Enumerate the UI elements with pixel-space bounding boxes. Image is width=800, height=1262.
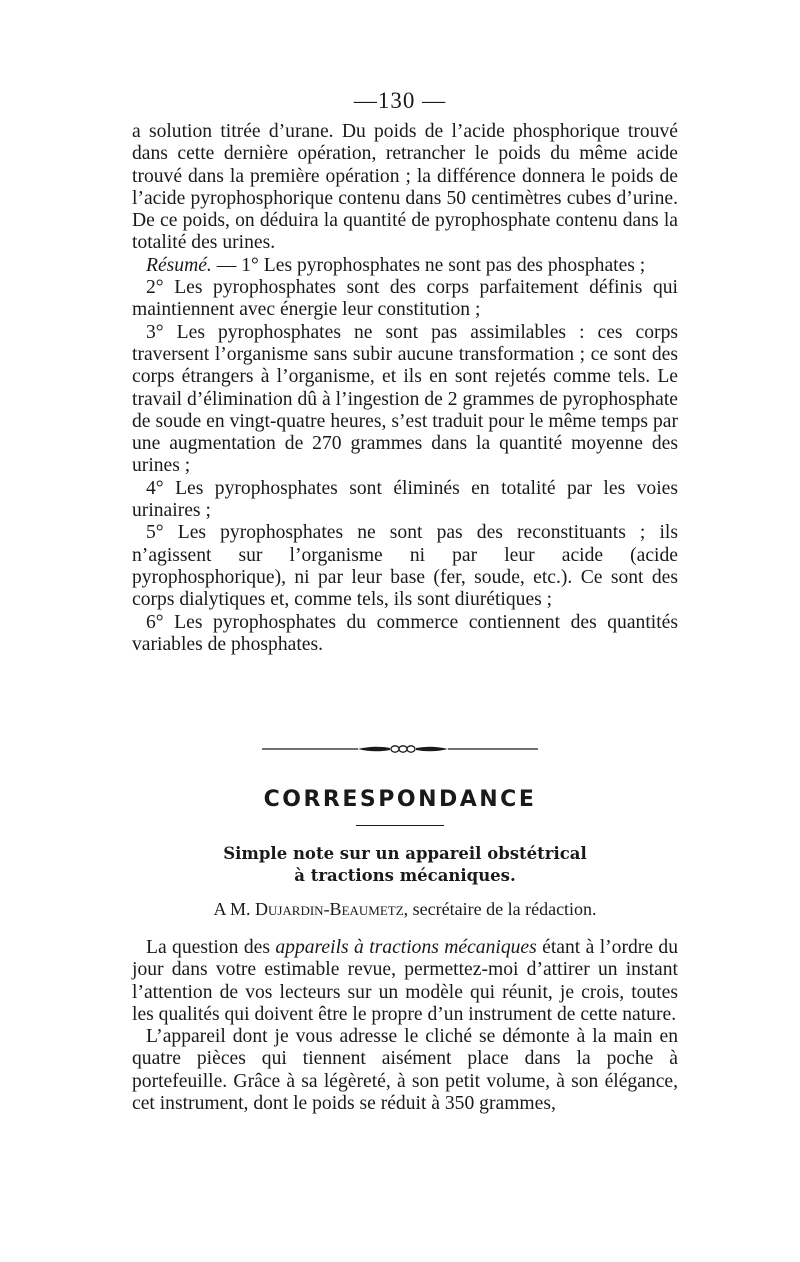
- summary-item-5: 5° Les pyrophosphates ne sont pas des reconstituants ; ils n’agissent sur l’organisme ni par leur acide (acide pyrophosphorique), ni par leur base (fer, soude, etc.). Ce sont des corps dialytiques et, comme tels, ils sont diurétiques ;: [132, 522, 678, 611]
- note-title-line-1: Simple note sur un appareil obstétrical: [223, 844, 587, 863]
- letter-body: [132, 937, 678, 1115]
- letter-paragraph-1: La question des appareils à tractions mécaniques étant à l’ordre du jour dans votre estimable revue, permettez-moi d’attirer un instant l’attention de vos lecteurs sur un modèle qui réunit, je crois, toutes les qualités qui doivent être le propre d’un instrument de cette nature.: [132, 937, 678, 1025]
- letter-paragraph-2: L’appareil dont je vous adresse le cliché se démonte à la main en quatre pièces qui tiennent aisément place dans la poche à portefeuille. Grâce à sa légèreté, à son petit volume, à son élégance, cet instrument, dont le poids se réduit à 350 grammes,: [132, 1026, 678, 1115]
- summary-item-3: 3° Les pyrophosphates ne sont pas assimilables : ces corps traversent l’organisme sans subir aucune transformation ; ce sont des corps étrangers à l’organisme, et ils en sont rejetés comme tels. Le travail d’élimination dû à l’ingestion de 2 grammes de pyrophosphate de soude en vingt-quatre heures, s’est traduit pour le même temps par une augmentation de 270 grammes dans la quantité moyenne des urines ;: [132, 321, 678, 477]
- note-title-line-2: à tractions mécaniques.: [294, 866, 516, 885]
- letter-address: A M. Dujardin-Beaumetz, secrétaire de la rédaction.: [213, 899, 597, 919]
- summary-item-2: 2° Les pyrophosphates sont des corps parfaitement définis qui maintiennent avec énergie leur constitution ;: [132, 277, 678, 321]
- summary-label: Résumé.: [146, 254, 212, 276]
- top-text-block: [132, 121, 678, 656]
- summary-item-4: 4° Les pyrophosphates sont éliminés en totalité par les voies urinaires ;: [132, 477, 678, 522]
- section-title: CORRESPONDANCE: [263, 787, 537, 812]
- section-divider-ornament: [262, 742, 538, 756]
- summary-item-6: 6° Les pyrophosphates du commerce contiennent des quantités variables de phosphates.: [132, 611, 678, 655]
- recipient-name: Dujardin-Beaumetz,: [254, 899, 409, 919]
- summary-item-1: Résumé. — 1° Les pyrophosphates ne sont pas des phosphates ;: [146, 254, 646, 276]
- note-title: [132, 843, 678, 887]
- intro-paragraph: a solution titrée d’urane. Du poids de l’acide phosphorique trouvé dans cette dernière opération, retrancher le poids du même acide trouvé dans la première opération ; la différence donnera le poids de l’acide pyrophosphorique contenu dans 50 centimètres cubes d’urine. De ce poids, on déduira la quantité de pyrophosphate contenu dans la totalité des urines.: [132, 121, 678, 254]
- page-number: —‌130 —: [353, 88, 447, 113]
- title-underline: [356, 825, 444, 826]
